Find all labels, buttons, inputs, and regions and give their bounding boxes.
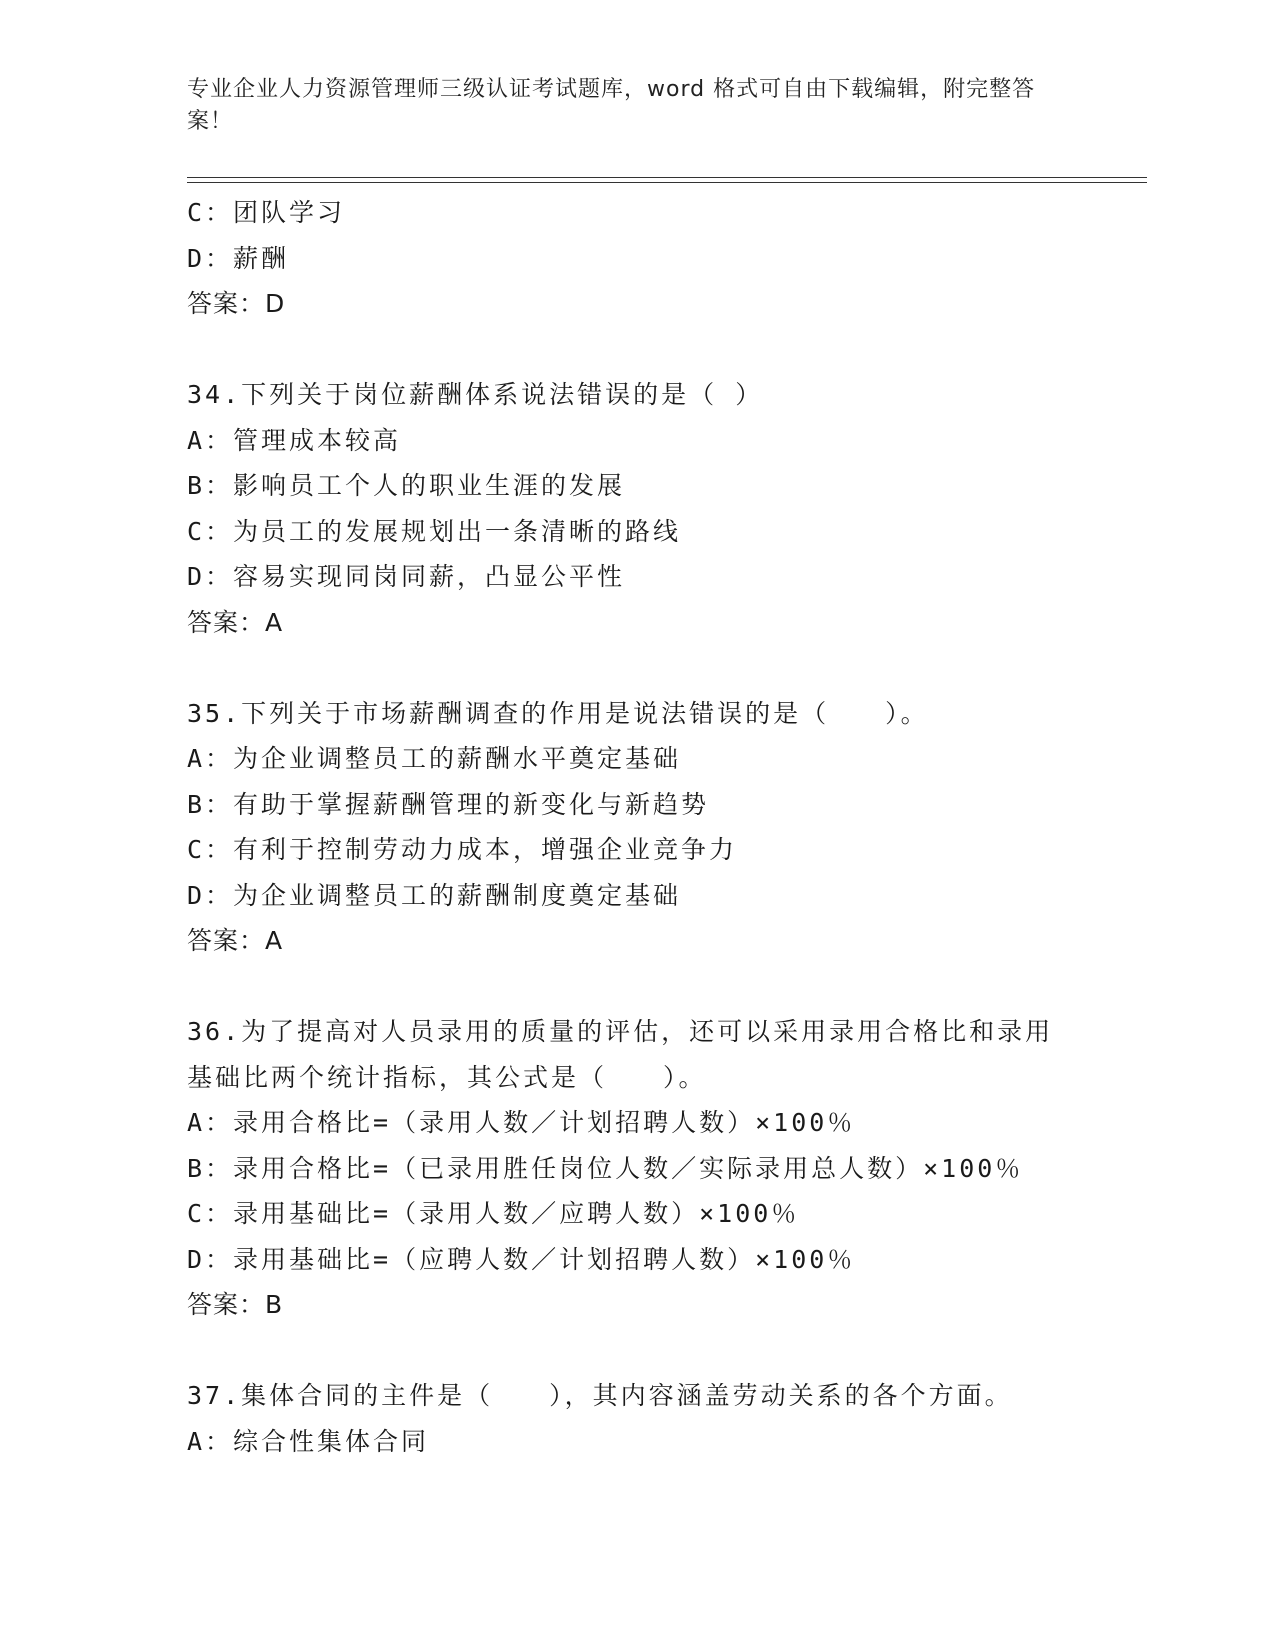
answer: 答案：D bbox=[187, 289, 286, 318]
question-text: 37.集体合同的主件是（ ），其内容涵盖劳动关系的各个方面。 bbox=[187, 1381, 1013, 1410]
option-d: D：录用基础比=（应聘人数／计划招聘人数）×100％ bbox=[187, 1244, 856, 1274]
option-a: A：录用合格比=（录用人数／计划招聘人数）×100％ bbox=[187, 1108, 856, 1137]
option-a: A：为企业调整员工的薪酬水平奠定基础 bbox=[187, 744, 682, 773]
spacer bbox=[187, 964, 1147, 1010]
document-header bbox=[187, 74, 1067, 138]
option-a: A：管理成本较高 bbox=[187, 425, 402, 455]
option-c: C：为员工的发展规划出一条清晰的路线 bbox=[187, 516, 682, 546]
question-33-remainder bbox=[187, 190, 1147, 327]
spacer bbox=[187, 645, 1147, 691]
question-36 bbox=[187, 1009, 1147, 1328]
spacer bbox=[187, 327, 1147, 373]
question-37 bbox=[187, 1373, 1147, 1464]
question-34 bbox=[187, 372, 1147, 645]
option-d: D：薪酬 bbox=[187, 243, 290, 273]
question-text: 35.下列关于市场薪酬调查的作用是说法错误的是（ ）。 bbox=[187, 698, 929, 728]
spacer bbox=[187, 1328, 1147, 1374]
question-text-line-2: 基础比两个统计指标，其公式是（ ）。 bbox=[187, 1062, 707, 1092]
header-text: 专业企业人力资源管理师三级认证考试题库，word 格式可自由下载编辑，附完整答案！ bbox=[187, 77, 1036, 134]
header-double-rule bbox=[187, 177, 1147, 183]
question-text: 34.下列关于岗位薪酬体系说法错误的是（ ） bbox=[187, 380, 764, 409]
option-b: B：录用合格比=（已录用胜任岗位人数／实际录用总人数）×100％ bbox=[187, 1153, 1024, 1183]
option-c: C：录用基础比=（录用人数／应聘人数）×100％ bbox=[187, 1199, 800, 1228]
question-35 bbox=[187, 691, 1147, 964]
answer: 答案：A bbox=[187, 926, 284, 955]
answer: 答案：B bbox=[187, 1290, 284, 1319]
option-d: D：容易实现同岗同薪，凸显公平性 bbox=[187, 562, 626, 591]
answer: 答案：A bbox=[187, 607, 284, 637]
option-c: C：团队学习 bbox=[187, 198, 346, 227]
option-a: A：综合性集体合同 bbox=[187, 1426, 430, 1456]
option-b: B：影响员工个人的职业生涯的发展 bbox=[187, 471, 626, 500]
option-b: B：有助于掌握薪酬管理的新变化与新趋势 bbox=[187, 789, 710, 819]
option-c: C：有利于控制劳动力成本，增强企业竞争力 bbox=[187, 835, 738, 864]
question-list bbox=[187, 190, 1147, 1464]
option-d: D：为企业调整员工的薪酬制度奠定基础 bbox=[187, 880, 682, 910]
question-text-line-1: 36.为了提高对人员录用的质量的评估，还可以采用录用合格比和录用 bbox=[187, 1017, 1054, 1046]
